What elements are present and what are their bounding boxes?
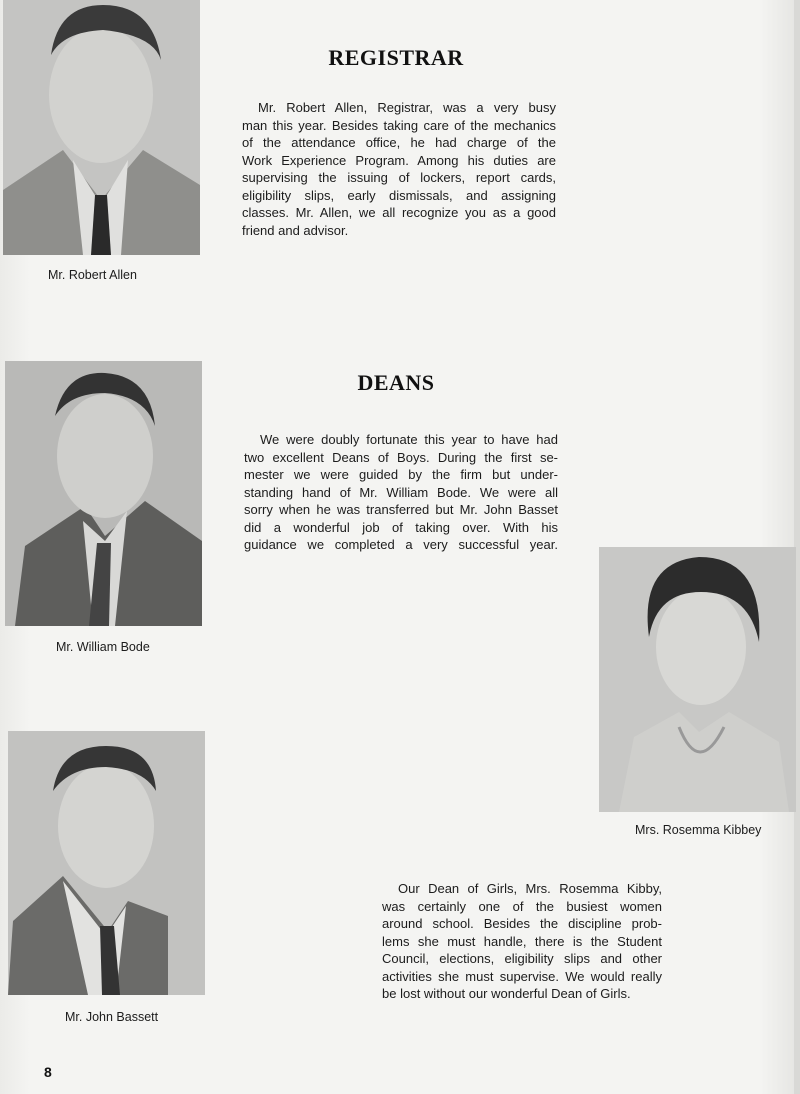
deans-line: did a wonderful job of taking over. With his [244, 519, 558, 535]
registrar-line: friend and advisor. [242, 222, 349, 238]
registrar-line: of the attendance office, he had charge of the [242, 135, 556, 150]
dean-of-girls-line: around school. Besides the discipline prob- [382, 916, 662, 931]
registrar-line: man this year. Besides taking care of the mechanics [242, 117, 556, 133]
registrar-line: supervising the issuing of lockers, report cards, [242, 170, 556, 185]
registrar-line: Mr. Robert Allen, Registrar, was a very busy [258, 100, 556, 115]
registrar-paragraph [242, 99, 556, 239]
dean-of-girls-line: was certainly one of the busiest women [382, 898, 662, 914]
photo-john-bassett [8, 731, 205, 995]
deans-line: guidance we completed a very successful year. [244, 537, 558, 552]
caption-rosemma-kibbey: Mrs. Rosemma Kibbey [635, 823, 762, 837]
heading-registrar: REGISTRAR [328, 45, 464, 70]
photo-william-bode [5, 361, 202, 626]
heading-deans: DEANS [357, 370, 435, 395]
dean-of-girls-line: Our Dean of Girls, Mrs. Rosemma Kibby, [398, 881, 662, 896]
registrar-line: classes. Mr. Allen, we all recognize you as a good [242, 205, 556, 220]
dean-of-girls-paragraph [382, 880, 662, 1003]
deans-line: sorry when he was transferred but Mr. John Basset [244, 502, 558, 517]
deans-line: mester we were guided by the firm but under- [244, 467, 558, 482]
deans-line: two excellent Deans of Boys. During the first se- [244, 449, 558, 465]
page-number: 8 [44, 1064, 52, 1080]
caption-william-bode: Mr. William Bode [56, 640, 150, 654]
deans-line: We were doubly fortunate this year to have had [260, 432, 558, 447]
registrar-line: eligibility slips, early dismissals, and assigning [242, 187, 556, 203]
deans-paragraph [244, 431, 558, 554]
registrar-line: Work Experience Program. Among his duties are [242, 152, 556, 168]
photo-robert-allen [3, 0, 200, 255]
dean-of-girls-line: lems she must handle, there is the Student [382, 933, 662, 949]
deans-line: standing hand of Mr. William Bode. We were all [244, 484, 558, 500]
dean-of-girls-line: activities she must supervise. We would really [382, 968, 662, 984]
dean-of-girls-line: Council, elections, eligibility slips and other [382, 951, 662, 966]
photo-rosemma-kibbey [599, 547, 796, 812]
dean-of-girls-line: be lost without our wonderful Dean of Girls. [382, 986, 631, 1001]
caption-john-bassett: Mr. John Bassett [65, 1010, 159, 1024]
caption-robert-allen: Mr. Robert Allen [48, 268, 137, 282]
